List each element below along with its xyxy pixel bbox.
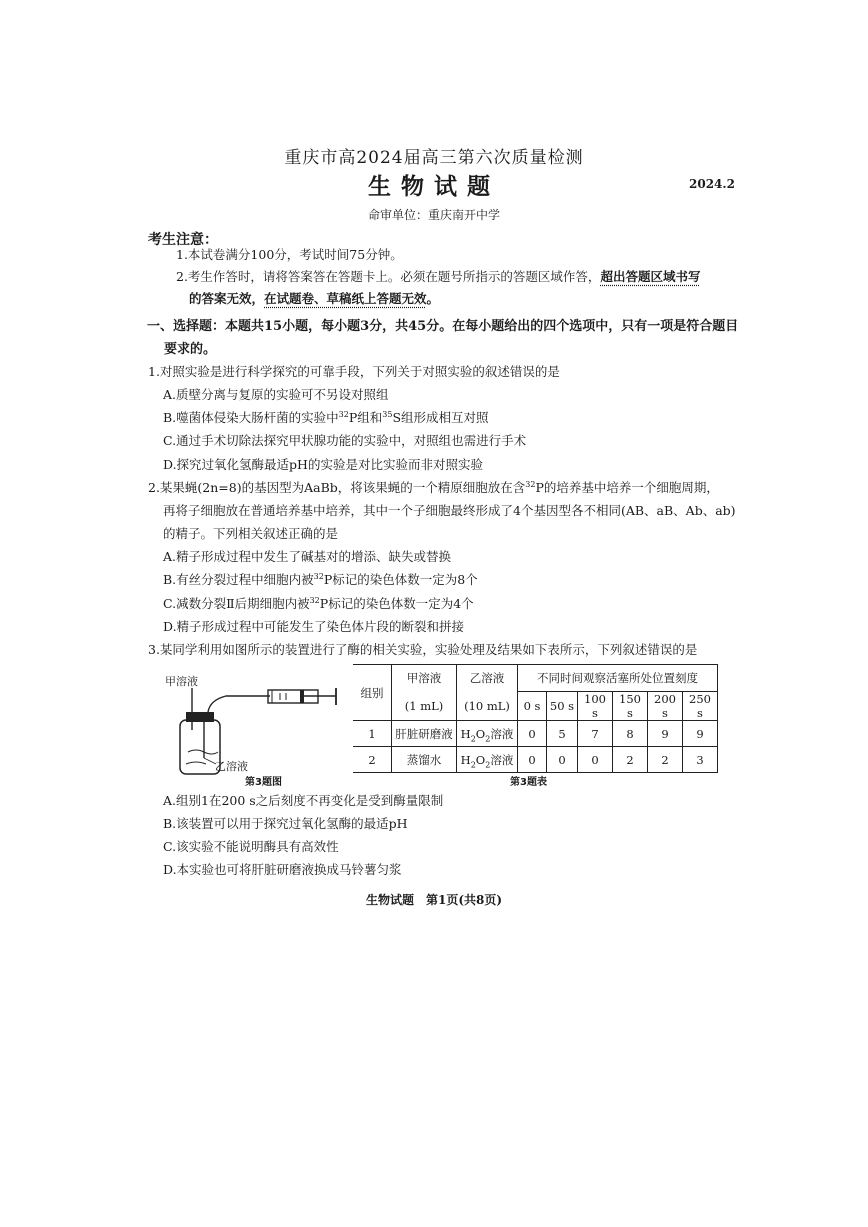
q1-b-sup1: 32 [338,409,349,419]
q2-stem-2: 再将子细胞放在普通培养基中培养，其中一个子细胞最终形成了4个基因型各不相同(AB、aB、Ab、ab) [163,503,736,518]
th-b-top: 乙溶液 [457,665,518,692]
cell-val: 0 [518,721,547,747]
q1-stem: 1.对照实验是进行科学探究的可靠手段，下列关于对照实验的叙述错误的是 [148,364,560,379]
section1-instruction: 一、选择题：本题共15小题，每小题3分，共45分。在每小题给出的四个选项中，只有一项是符合题目 [147,319,739,334]
cell-val: 0 [578,747,613,773]
q3-option-b: B.该装置可以用于探究过氧化氢酶的最适pH [163,816,408,831]
cell-val: 9 [683,721,718,747]
table-caption: 第3题表 [510,777,547,788]
connecting-tube [208,696,270,712]
cell-group: 1 [353,721,392,747]
q1-option-d: D.探究过氧化氢酶最适pH的实验是对比实验而非对照实验 [163,457,483,472]
notice-item-1: 1.本试卷满分100分，考试时间75分钟。 [176,247,403,262]
cell-b [457,747,518,773]
cell-b-sub: 2 [470,759,476,769]
notice-item-2-emph-b: 的答案无效 [189,291,252,306]
th-time: 250 s [683,692,718,721]
exam-date: 2024.2 [689,177,735,191]
th-group: 组别 [353,665,392,721]
q3-option-d: D.本实验也可将肝脏研磨液换成马铃薯匀浆 [163,862,402,877]
cell-b-o: O [475,752,486,767]
cell-val: 0 [547,747,578,773]
stopper [186,712,214,722]
th-time: 150 s [613,692,648,721]
th-time: 200 s [648,692,683,721]
table-row [353,747,718,773]
q2-c-post: P标记的染色体数一定为4个 [319,596,474,611]
notice-item-2-emph-c: 在试题卷、草稿纸上答题无效 [264,291,427,306]
cell-b-text: 溶液 [490,726,514,741]
th-a-top: 甲溶液 [392,665,457,692]
q1-option-b [163,409,489,427]
cell-val: 8 [613,721,648,747]
cell-b-sub: 2 [485,759,491,769]
th-b-bottom: (10 mL) [457,692,518,721]
cell-val: 7 [578,721,613,747]
cell-b [457,721,518,747]
q2-option-d: D.精子形成过程中可能发生了染色体片段的断裂和拼接 [163,619,465,634]
q2-stem-1 [148,479,719,497]
page-footer: 生物试题 第1页(共8页) [365,893,503,907]
fig-caption: 第3题图 [245,777,282,788]
notice-item-2-period: 。 [426,291,440,306]
q3-stem: 3.某同学利用如图所示的装置进行了酶的相关实验，实验处理及结果如下表所示，下列叙述错误的是 [148,642,698,657]
q1-b-post: S组形成相互对照 [392,410,489,425]
liquid-surface [188,750,218,754]
experiment-table [353,664,718,773]
notice-item-2-comma: ， [251,291,265,306]
cell-val: 2 [613,747,648,773]
q2-c-sup: 32 [309,595,320,605]
cell-b-h: H [460,726,471,741]
notice-item-2-text: 2.考生作答时，请将答案答在答题卡上。必须在题号所指示的答题区域作答， [176,269,601,284]
fig-label-a: 甲溶液 [165,675,198,688]
cell-a: 肝脏研磨液 [392,721,457,747]
cell-b-text: 溶液 [490,752,514,767]
q2-c-pre: C.减数分裂Ⅱ后期细胞内被 [163,596,310,611]
q2-b-sup: 32 [313,571,324,581]
q2-b-post: P标记的染色体数一定为8个 [323,572,478,587]
q1-option-c: C.通过手术切除法探究甲状腺功能的实验中，对照组也需进行手术 [163,433,527,448]
syringe-piston [300,690,304,703]
q2-l1-post: P的培养基中培养一个细胞周期， [535,480,719,495]
q2-option-c [163,595,474,613]
th-a-bottom: (1 mL) [392,692,457,721]
cell-val: 5 [547,721,578,747]
th-obs: 不同时间观察活塞所处位置刻度 [518,665,718,692]
cell-val: 0 [518,747,547,773]
cell-b-o: O [475,726,486,741]
cell-b-h: H [460,752,471,767]
notice-item-2-cont [189,290,439,308]
q2-stem-3: 的精子。下列相关叙述正确的是 [163,526,339,541]
q2-option-b [163,571,478,589]
flask [180,720,220,774]
q1-b-sup2: 35 [382,409,393,419]
cell-a: 蒸馏水 [392,747,457,773]
q2-b-pre: B.有丝分裂过程中细胞内被 [163,572,314,587]
q3-option-c: C.该实验不能说明酶具有高效性 [163,839,339,854]
cell-val: 9 [648,721,683,747]
notice-item-2-emph: 超出答题区域书写 [600,269,701,284]
notice-item-2 [176,268,700,286]
fig-label-b: 乙溶液 [215,760,248,773]
q1-b-mid: P组和 [348,410,383,425]
q1-option-a: A.质壁分离与复原的实验可不另设对照组 [163,387,389,402]
table-row [353,721,718,747]
cell-b-sub: 2 [485,733,491,743]
section1-instruction-cont: 要求的。 [164,342,217,357]
th-time: 100 s [578,692,613,721]
q2-option-a: A.精子形成过程中发生了碱基对的增添、缺失或替换 [163,549,452,564]
cell-b-sub: 2 [470,733,476,743]
q2-l1-sup: 32 [525,479,536,489]
subject-title: 生物试题 [368,173,500,200]
exam-title: 重庆市高2024届高三第六次质量检测 [284,148,584,168]
cell-val: 2 [648,747,683,773]
th-time: 0 s [518,692,547,721]
q2-l1-pre: 2.某果蝇(2n=8)的基因型为AaBb，将该果蝇的一个精原细胞放在含 [148,480,526,495]
compiling-unit: 命审单位：重庆南开中学 [367,208,500,222]
cell-group: 2 [353,747,392,773]
q3-option-a: A.组别1在200 s之后刻度不再变化是受到酶量限制 [163,793,444,808]
th-time: 50 s [547,692,578,721]
notice-heading: 考生注意： [148,232,218,248]
cell-val: 3 [683,747,718,773]
q1-b-pre: B.噬菌体侵染大肠杆菌的实验中 [163,410,339,425]
